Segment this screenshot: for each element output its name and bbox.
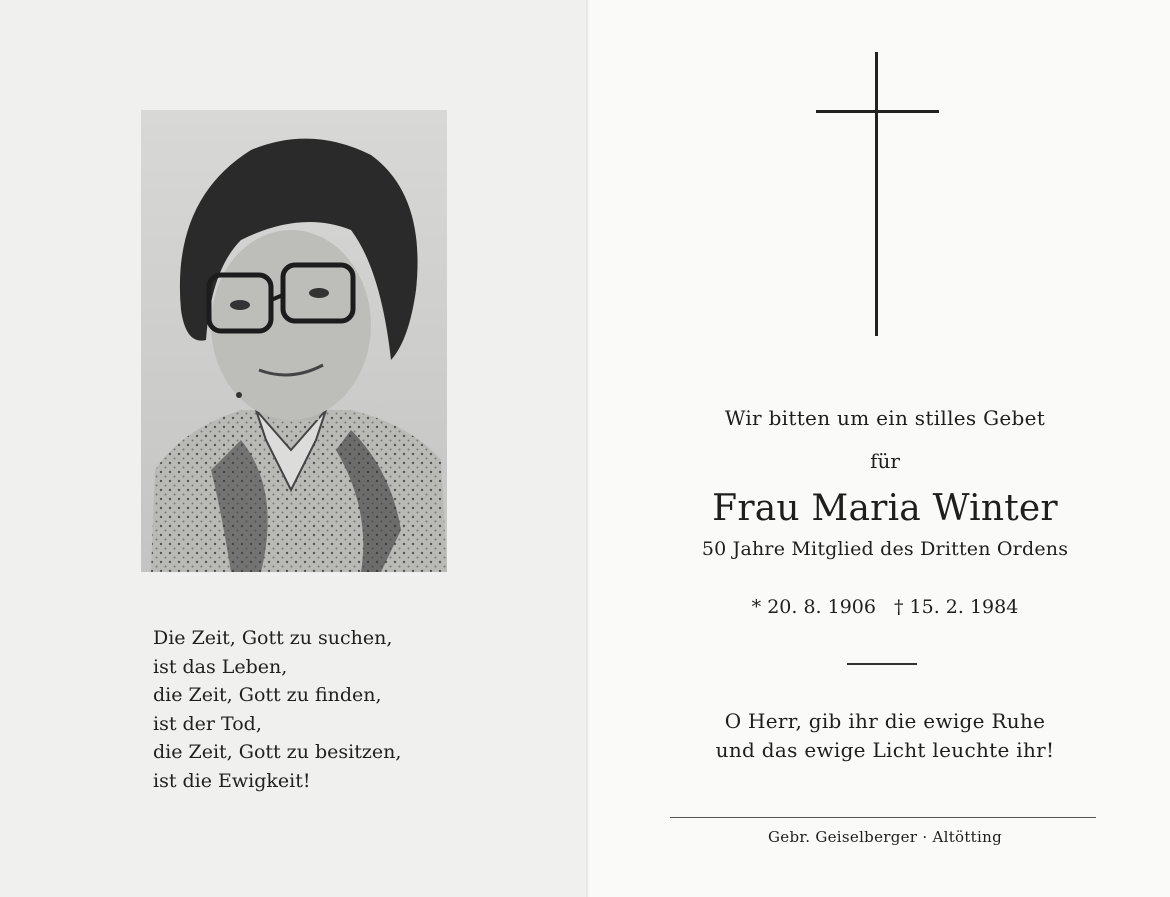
portrait-image <box>141 110 447 572</box>
verse <box>153 624 493 796</box>
membership-text: 50 Jahre Mitglied des Dritten Ordens <box>701 538 1069 560</box>
verse-line: die Zeit, Gott zu besitzen, <box>153 741 402 764</box>
cross-icon-bar <box>816 110 939 113</box>
card-fold <box>586 0 589 897</box>
for-text: für <box>870 449 900 473</box>
prayer-request: Wir bitten um ein stilles Gebet <box>724 406 1046 430</box>
rip-line-2: und das ewige Licht leuchte ihr! <box>715 738 1055 762</box>
portrait-photo <box>141 110 447 572</box>
birth-date: * 20. 8. 1906 <box>751 596 876 618</box>
rip-line-1: O Herr, gib ihr die ewige Ruhe <box>724 709 1046 733</box>
death-date: † 15. 2. 1984 <box>894 596 1019 618</box>
verse-line: ist der Tod, <box>153 712 262 735</box>
verse-line: ist das Leben, <box>153 655 288 678</box>
verse-line: Die Zeit, Gott zu suchen, <box>153 627 393 649</box>
printer-credit: Gebr. Geiselberger · Altötting <box>768 828 1002 846</box>
verse-line: die Zeit, Gott zu finden, <box>153 684 382 707</box>
life-dates <box>600 596 1170 618</box>
deceased-name: Frau Maria Winter <box>712 488 1058 529</box>
cross-icon <box>875 52 878 336</box>
divider <box>847 663 917 665</box>
printer-divider <box>670 817 1096 818</box>
verse-line: ist die Ewigkeit! <box>153 769 311 792</box>
